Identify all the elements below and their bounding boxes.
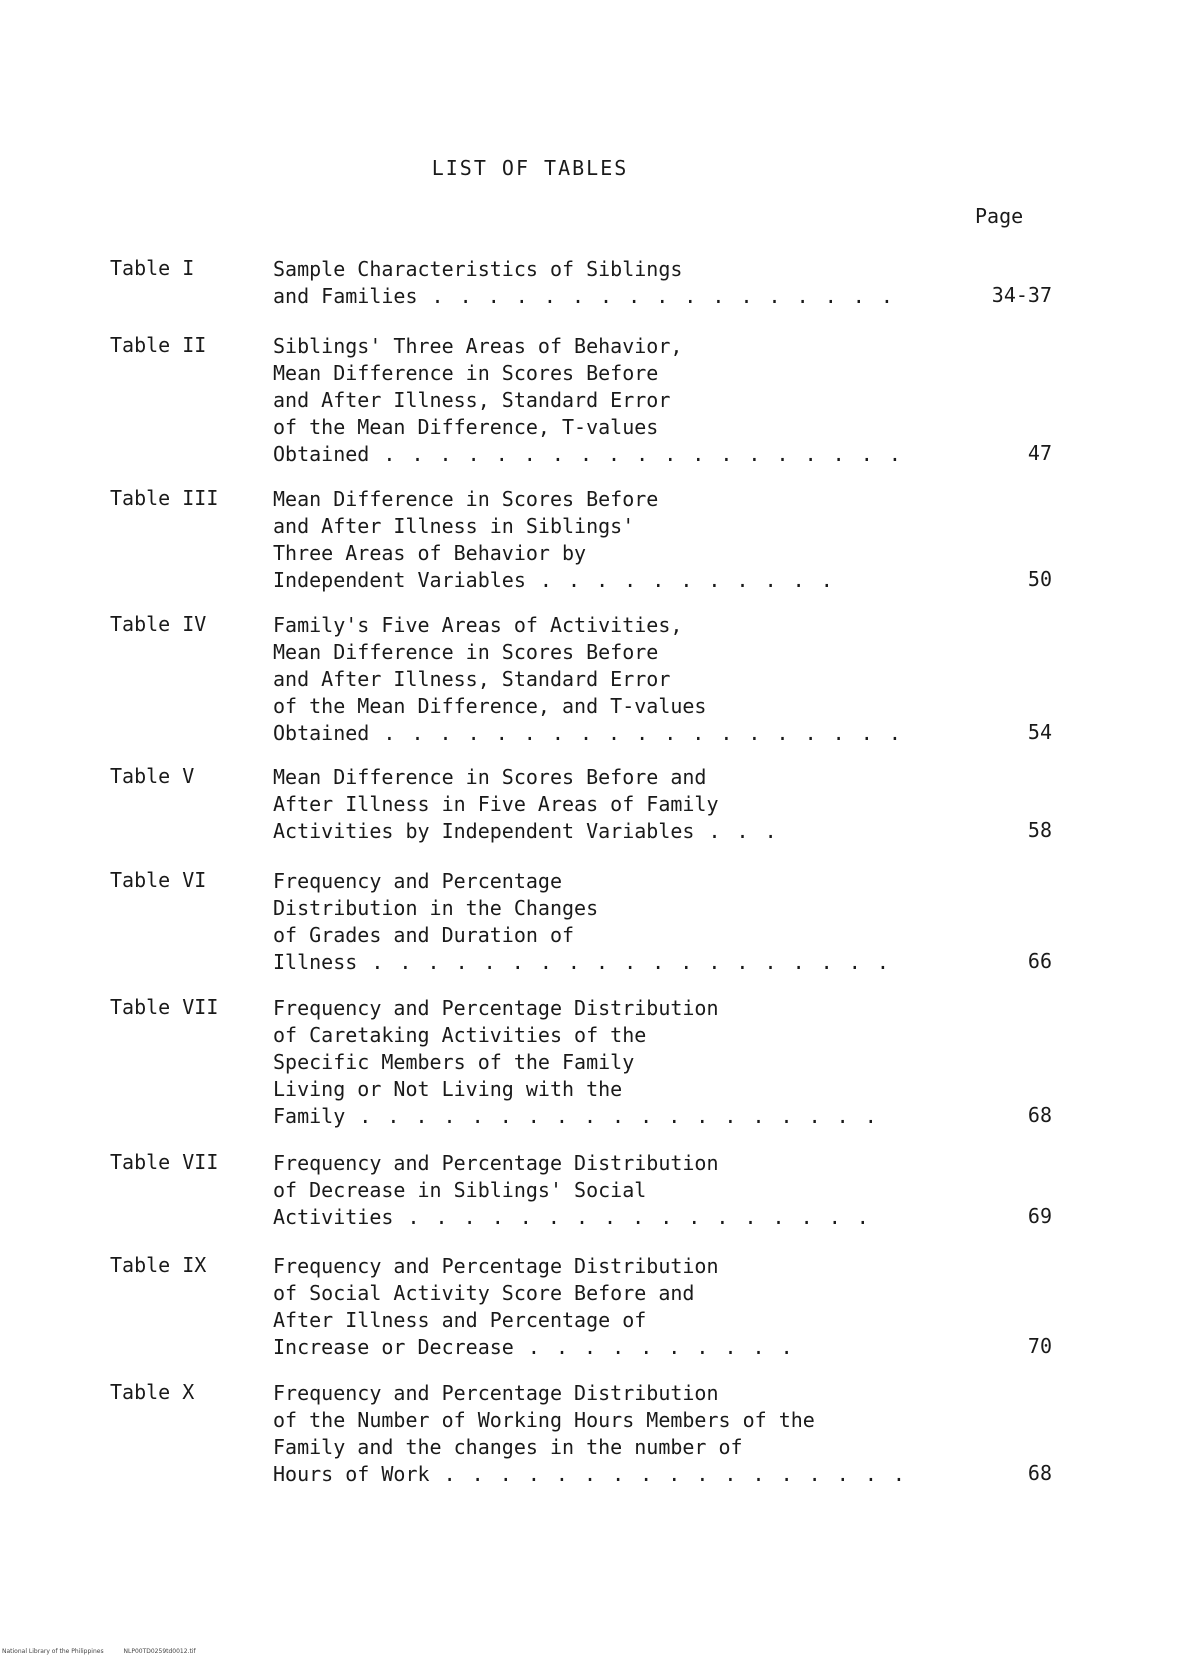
table-label: Table VII xyxy=(110,995,219,1019)
leader-dots: . . . . . . . . . . . . . . . . . xyxy=(417,284,895,308)
description-line: Living or Not Living with the xyxy=(273,1077,623,1101)
page-number: 68 xyxy=(1027,1103,1052,1127)
footer-filename: NLP00TD0259td0012.tif xyxy=(123,1648,196,1655)
table-description xyxy=(273,333,993,468)
page-number: 66 xyxy=(1027,949,1052,973)
last-line-text: Obtained xyxy=(273,442,370,466)
description-line: Frequency and Percentage Distribution xyxy=(273,1381,719,1405)
table-description xyxy=(273,486,993,594)
table-description xyxy=(273,1253,993,1361)
description-last-line xyxy=(273,441,993,468)
description-line: Three Areas of Behavior by xyxy=(273,541,587,565)
table-label: Table III xyxy=(110,486,219,510)
table-label: Table VI xyxy=(110,868,207,892)
description-last-line xyxy=(273,1334,993,1361)
description-line: and After Illness in Siblings' xyxy=(273,514,635,538)
last-line-text: Independent Variables xyxy=(273,568,526,592)
leader-dots: . . . . . . . . . . . . . . . . . . . xyxy=(357,950,891,974)
page-title: LIST OF TABLES xyxy=(431,156,629,180)
page-number: 69 xyxy=(1027,1204,1052,1228)
table-description xyxy=(273,995,993,1130)
description-line: Mean Difference in Scores Before xyxy=(273,361,659,385)
description-line: Frequency and Percentage Distribution xyxy=(273,1151,719,1175)
description-line: Frequency and Percentage Distribution xyxy=(273,1254,719,1278)
last-line-text: Activities xyxy=(273,1205,394,1229)
description-last-line xyxy=(273,720,993,747)
description-line: of Decrease in Siblings' Social xyxy=(273,1178,647,1202)
last-line-text: Family xyxy=(273,1104,346,1128)
page-number: 34-37 xyxy=(991,283,1052,307)
table-label: Table II xyxy=(110,333,207,357)
description-line: and After Illness, Standard Error xyxy=(273,388,671,412)
description-last-line xyxy=(273,283,993,310)
table-description xyxy=(273,612,993,747)
description-line: of Social Activity Score Before and xyxy=(273,1281,695,1305)
description-line: and After Illness, Standard Error xyxy=(273,667,671,691)
leader-dots: . . . . . . . . . . . . . . . . . . . xyxy=(369,442,903,466)
description-line: After Illness and Percentage of xyxy=(273,1308,647,1332)
leader-dots: . . . . . . . . . . . . . . . . . . . xyxy=(345,1104,879,1128)
description-line: Frequency and Percentage xyxy=(273,869,562,893)
description-line: Sample Characteristics of Siblings xyxy=(273,257,683,281)
description-line: After Illness in Five Areas of Family xyxy=(273,792,719,816)
description-line: of Caretaking Activities of the xyxy=(273,1023,647,1047)
description-line: Siblings' Three Areas of Behavior, xyxy=(273,334,683,358)
description-last-line xyxy=(273,818,993,845)
description-last-line xyxy=(273,1204,993,1231)
footer-library: National Library of the Philippines xyxy=(2,1648,104,1655)
description-last-line xyxy=(273,567,993,594)
description-line: of the Mean Difference, and T-values xyxy=(273,694,707,718)
leader-dots: . . . . . . . . . . xyxy=(513,1335,795,1359)
leader-dots: . . . . . . . . . . . xyxy=(525,568,835,592)
scan-footer xyxy=(2,1648,214,1655)
table-label: Table I xyxy=(110,256,195,280)
description-line: Family's Five Areas of Activities, xyxy=(273,613,683,637)
last-line-text: Hours of Work xyxy=(273,1462,430,1486)
table-description xyxy=(273,764,993,845)
leader-dots: . . . . . . . . . . . . . . . . . xyxy=(429,1462,907,1486)
last-line-text: Illness xyxy=(273,950,358,974)
table-description xyxy=(273,256,993,310)
page-number: 50 xyxy=(1027,567,1052,591)
page-number: 54 xyxy=(1027,720,1052,744)
table-label: Table VII xyxy=(110,1150,219,1174)
description-last-line xyxy=(273,949,993,976)
description-line: Distribution in the Changes xyxy=(273,896,599,920)
description-line: of Grades and Duration of xyxy=(273,923,575,947)
description-line: Frequency and Percentage Distribution xyxy=(273,996,719,1020)
page-column-header: Page xyxy=(975,204,1024,228)
table-label: Table IV xyxy=(110,612,207,636)
description-line: Mean Difference in Scores Before xyxy=(273,487,659,511)
description-last-line xyxy=(273,1461,993,1488)
description-line: Mean Difference in Scores Before xyxy=(273,640,659,664)
description-line: Mean Difference in Scores Before and xyxy=(273,765,707,789)
table-description xyxy=(273,1150,993,1231)
description-line: of the Mean Difference, T-values xyxy=(273,415,659,439)
page-number: 68 xyxy=(1027,1461,1052,1485)
leader-dots: . . . . . . . . . . . . . . . . . . . xyxy=(369,721,903,745)
last-line-text: Increase or Decrease xyxy=(273,1335,514,1359)
last-line-text: and Families xyxy=(273,284,418,308)
page-number: 70 xyxy=(1027,1334,1052,1358)
last-line-text: Activities by Independent Variables xyxy=(273,819,695,843)
leader-dots: . . . xyxy=(694,819,779,843)
page-number: 47 xyxy=(1027,441,1052,465)
description-line: of the Number of Working Hours Members of the xyxy=(273,1408,815,1432)
description-line: Specific Members of the Family xyxy=(273,1050,635,1074)
table-label: Table IX xyxy=(110,1253,207,1277)
description-last-line xyxy=(273,1103,993,1130)
page-number: 58 xyxy=(1027,818,1052,842)
leader-dots: . . . . . . . . . . . . . . . . . xyxy=(393,1205,871,1229)
table-label: Table X xyxy=(110,1380,195,1404)
table-label: Table V xyxy=(110,764,195,788)
table-description xyxy=(273,868,993,976)
description-line: Family and the changes in the number of xyxy=(273,1435,743,1459)
table-description xyxy=(273,1380,993,1488)
last-line-text: Obtained xyxy=(273,721,370,745)
